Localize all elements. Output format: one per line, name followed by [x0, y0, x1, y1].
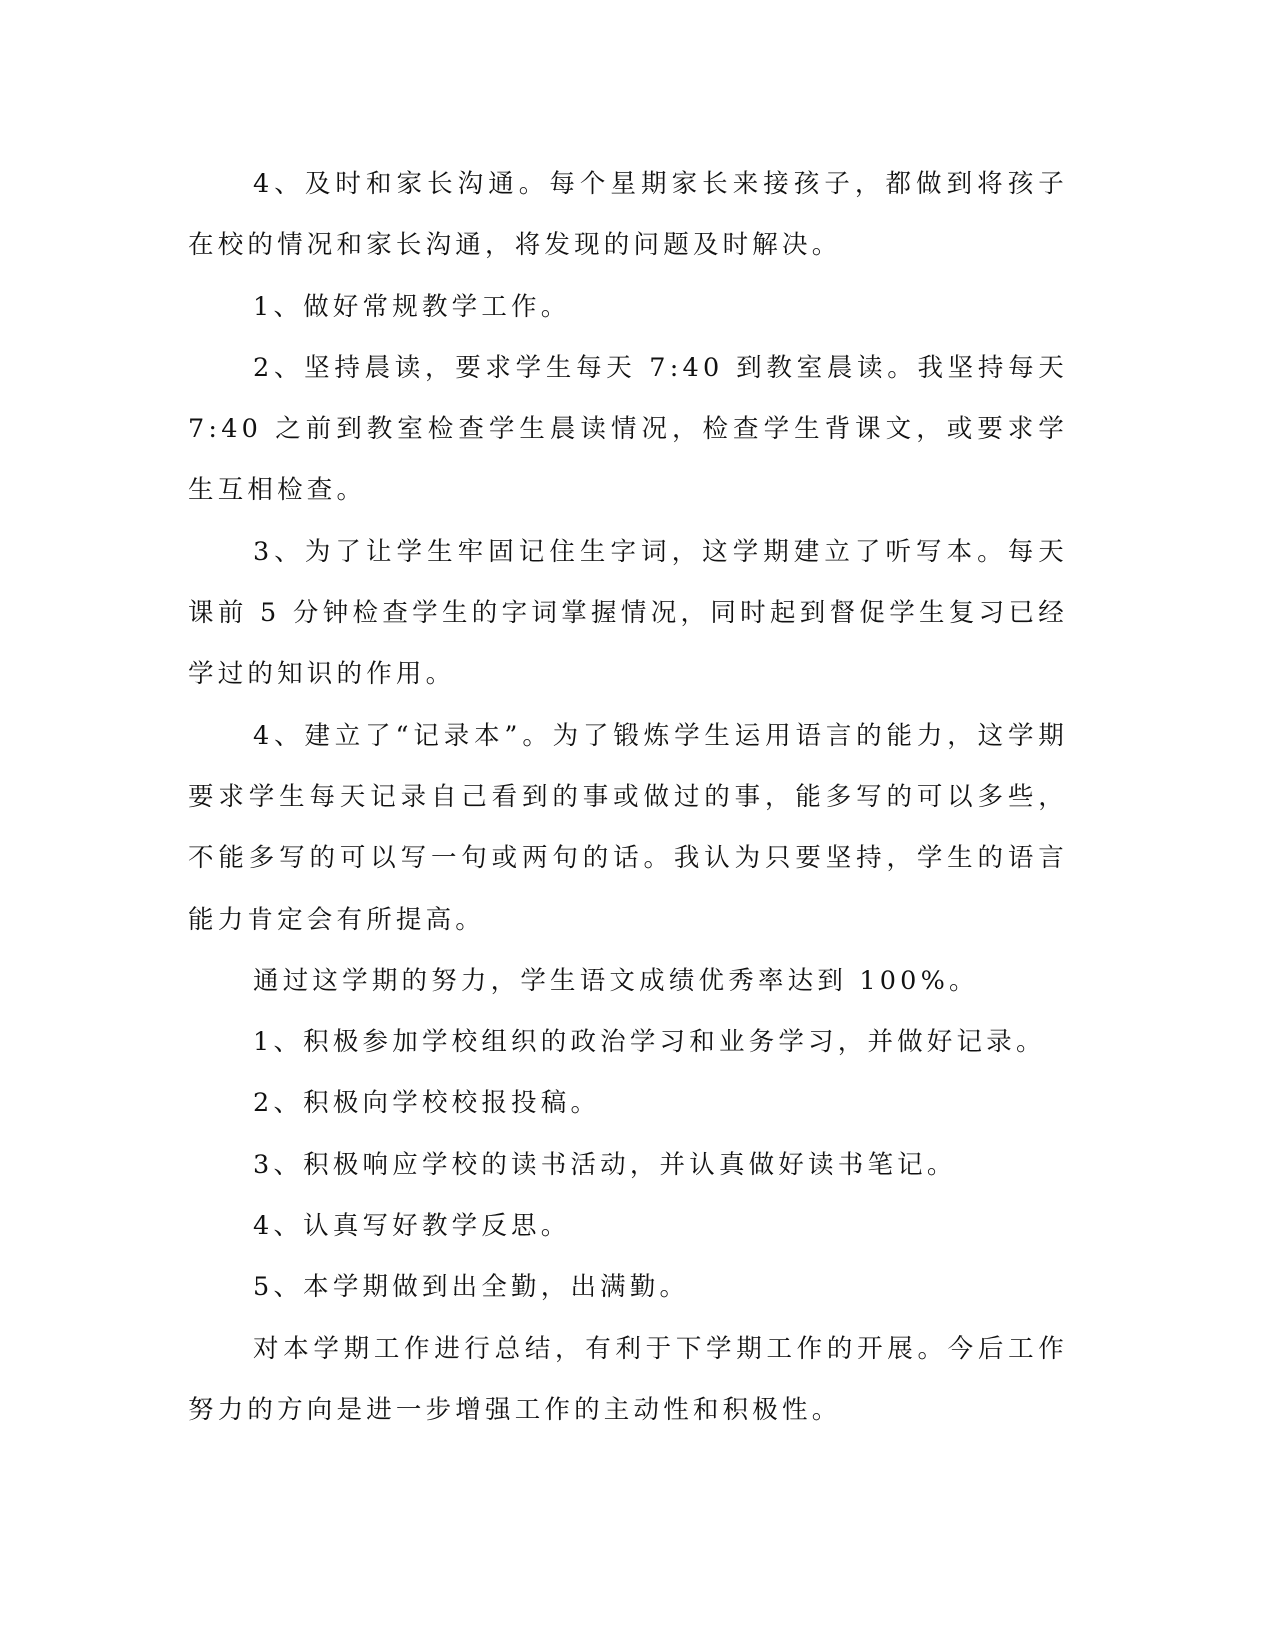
paragraph-dictation-book: 3、为了让学生牢固记住生字词，这学期建立了听写本。每天课前 5 分钟检查学生的字词掌握情况，同时起到督促学生复习已经学过的知识的作用。 [188, 536, 1068, 690]
paragraph-reading-activity: 3、积极响应学校的读书活动，并认真做好读书笔记。 [253, 1149, 957, 1180]
paragraph-parent-communication: 4、及时和家长沟通。每个星期家长来接孩子，都做到将孩子在校的情况和家长沟通，将发现的问题及时解决。 [188, 169, 1068, 261]
paragraph-morning-reading: 2、坚持晨读，要求学生每天 7:40 到教室晨读。我坚持每天 7:40 之前到教室检查学生晨读情况，检查学生背课文，或要求学生互相检查。 [188, 352, 1068, 506]
paragraph-summary: 对本学期工作进行总结，有利于下学期工作的开展。今后工作努力的方向是进一步增强工作的主动性和积极性。 [188, 1333, 1068, 1425]
paragraph-routine-teaching: 1、做好常规教学工作。 [253, 291, 571, 322]
paragraph-political-study: 1、积极参加学校组织的政治学习和业务学习，并做好记录。 [253, 1027, 1046, 1058]
paragraph-attendance: 5、本学期做到出全勤，出满勤。 [253, 1272, 690, 1303]
paragraph-school-newspaper: 2、积极向学校校报投稿。 [253, 1088, 601, 1119]
paragraph-record-book: 4、建立了“记录本”。为了锻炼学生运用语言的能力，这学期要求学生每天记录自己看到的事或做过的事，能多写的可以多些，不能多写的可以写一句或两句的话。我认为只要坚持，学生的语言能力肯定会有所提高。 [188, 720, 1068, 935]
paragraph-results: 通过这学期的努力，学生语文成绩优秀率达到 100%。 [253, 965, 979, 996]
document-body [188, 154, 1068, 1441]
paragraph-teaching-reflection: 4、认真写好教学反思。 [253, 1211, 571, 1242]
